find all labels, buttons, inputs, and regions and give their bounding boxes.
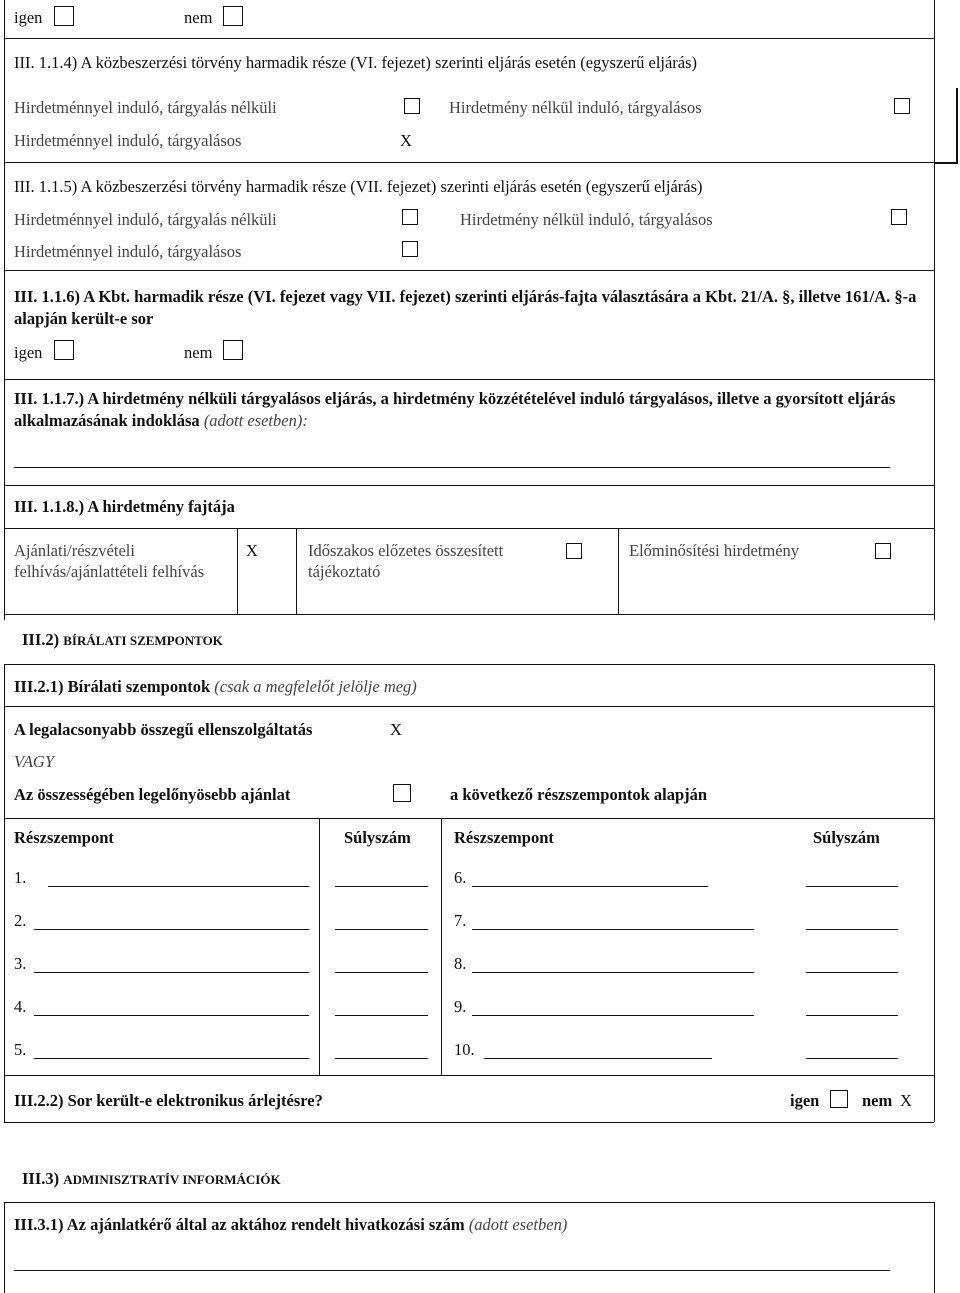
weight-input-line[interactable]: [806, 1058, 898, 1059]
frame-right-outer: [956, 88, 958, 162]
row-number: 3.: [14, 954, 27, 973]
table-divider: [441, 818, 442, 1075]
row-number: 10.: [454, 1040, 475, 1059]
frame-left: [4, 664, 5, 706]
divider: [4, 1122, 934, 1123]
frame-left: [4, 1075, 5, 1122]
divider: [4, 1202, 934, 1203]
column-header: Súlyszám: [344, 828, 411, 847]
frame-outer-bottom: [934, 162, 958, 164]
frame-left: [4, 818, 5, 1075]
justification-label: III. 1.1.7.) A hirdetmény nélküli tárgyalásos eljárás, a hirdetmény közzétételével induló tárgyalásos, illetve a gyorsított eljárás alkalmazásának indoklása: [14, 389, 896, 430]
divider: [4, 528, 934, 529]
nem-label: nem: [184, 343, 213, 362]
row-number: 4.: [14, 997, 27, 1016]
section-name: BÍRÁLATI SZEMPONTOK: [63, 633, 223, 648]
subcriterion-input-line[interactable]: [34, 929, 309, 930]
weight-input-line[interactable]: [335, 1015, 428, 1016]
row-number: 5.: [14, 1040, 27, 1059]
weight-input-line[interactable]: [806, 886, 898, 887]
reference-input-line[interactable]: [14, 1270, 890, 1271]
weight-input-line[interactable]: [806, 972, 898, 973]
weight-input-line[interactable]: [335, 972, 428, 973]
column-header: Részszempont: [454, 828, 554, 847]
table-divider: [296, 528, 297, 614]
option-label: Hirdetménnyel induló, tárgyalás nélküli: [14, 210, 277, 229]
section-heading: III. 1.1.8.) A hirdetmény fajtája: [14, 497, 235, 516]
selected-mark: X: [390, 720, 402, 739]
divider: [4, 664, 934, 665]
subsection-label: III.2.1) Bírálati szempontok: [14, 677, 211, 696]
option-checkbox[interactable]: [402, 241, 418, 257]
section-heading: III. 1.1.5) A közbeszerzési törvény harmadik része (VII. fejezet) szerinti eljárás esetén (egyszerű eljárás): [14, 177, 703, 196]
nem-checkbox[interactable]: [223, 6, 243, 26]
option-label: Hirdetménnyel induló, tárgyalás nélküli: [14, 98, 277, 117]
nem-label: nem: [184, 8, 213, 27]
weight-input-line[interactable]: [806, 1015, 898, 1016]
option-checkbox[interactable]: [891, 209, 907, 225]
subcriterion-input-line[interactable]: [472, 1015, 754, 1016]
row-number: 2.: [14, 911, 27, 930]
table-divider: [319, 818, 320, 1075]
nem-label: nem: [862, 1091, 893, 1110]
auction-question: III.2.2) Sor került-e elektronikus árlejtésre?: [14, 1091, 323, 1110]
subsection-title: [14, 677, 417, 697]
weight-input-line[interactable]: [806, 929, 898, 930]
weight-input-line[interactable]: [335, 929, 428, 930]
column-header: Részszempont: [14, 828, 114, 847]
table-divider: [237, 528, 238, 614]
frame-right: [934, 1202, 935, 1293]
row-number: 9.: [454, 997, 467, 1016]
divider: [4, 485, 934, 486]
justification-input-line[interactable]: [14, 467, 890, 468]
divider: [4, 1075, 934, 1076]
subcriterion-input-line[interactable]: [472, 929, 754, 930]
igen-label: igen: [14, 8, 43, 27]
divider: [4, 38, 934, 39]
section-heading: III. 1.1.4) A közbeszerzési törvény harmadik része (VI. fejezet) szerinti eljárás esetén (egyszerű eljárás): [14, 53, 698, 72]
divider: [4, 614, 934, 615]
subcriterion-input-line[interactable]: [34, 1015, 309, 1016]
igen-label: igen: [14, 343, 43, 362]
subsection-title: [14, 1215, 567, 1235]
notice-type-label: Időszakos előzetes összesített tájékoztató: [308, 541, 504, 581]
selected-mark: X: [900, 1091, 912, 1110]
frame-left: [4, 0, 5, 620]
divider: [4, 162, 934, 163]
frame-right: [934, 706, 935, 818]
subsection-note: (csak a megfelelőt jelölje meg): [214, 677, 417, 696]
frame-right: [934, 0, 935, 620]
selected-mark: X: [246, 541, 258, 560]
table-divider: [618, 528, 619, 614]
divider: [4, 270, 934, 271]
frame-left: [4, 706, 5, 818]
criterion-checkbox[interactable]: [393, 784, 411, 802]
row-number: 7.: [454, 911, 467, 930]
row-number: 1.: [14, 868, 27, 887]
selected-mark: X: [400, 131, 412, 150]
frame-right: [934, 664, 935, 706]
divider: [4, 818, 934, 819]
option-label: Hirdetménnyel induló, tárgyalásos: [14, 242, 242, 261]
igen-checkbox[interactable]: [54, 6, 74, 26]
subcriterion-input-line[interactable]: [472, 886, 708, 887]
criterion-suffix: a következő részszempontok alapján: [450, 785, 708, 804]
option-checkbox[interactable]: [404, 98, 420, 114]
subcriterion-input-line[interactable]: [34, 972, 309, 973]
section-title: [22, 630, 223, 650]
or-label: VAGY: [14, 752, 55, 771]
igen-checkbox[interactable]: [54, 340, 74, 360]
frame-right: [934, 1075, 935, 1122]
weight-input-line[interactable]: [335, 1058, 428, 1059]
section-heading: III. 1.1.6) A Kbt. harmadik része (VI. fejezet vagy VII. fejezet) szerinti eljárás-fajta választására a Kbt. 21/A. §, illetve 161/A. §-a alapján került-e sor: [14, 287, 917, 328]
igen-label: igen: [790, 1091, 820, 1110]
justification-text: [14, 388, 929, 432]
frame-left: [4, 1202, 5, 1293]
section-number: III.2): [22, 630, 60, 649]
justification-note: (adott esetben):: [203, 411, 308, 430]
frame-right: [934, 818, 935, 1075]
subsection-label: III.3.1) Az ajánlatkérő által az aktához rendelt hivatkozási szám: [14, 1215, 465, 1234]
row-number: 8.: [454, 954, 467, 973]
criterion-label: Az összességében legelőnyösebb ajánlat: [14, 785, 291, 804]
notice-type-checkbox[interactable]: [875, 543, 891, 559]
row-number: 6.: [454, 868, 467, 887]
weight-input-line[interactable]: [335, 886, 428, 887]
divider: [4, 706, 934, 707]
divider: [4, 379, 934, 380]
notice-type-label: Ajánlati/részvételi felhívás/ajánlattételi felhívás: [14, 541, 205, 581]
igen-checkbox[interactable]: [830, 1090, 848, 1108]
option-checkbox[interactable]: [402, 209, 418, 225]
option-label: Hirdetmény nélkül induló, tárgyalásos: [449, 98, 702, 117]
option-label: Hirdetménnyel induló, tárgyalásos: [14, 131, 242, 150]
section-name: ADMINISZTRATÍV INFORMÁCIÓK: [63, 1172, 281, 1187]
notice-type-checkbox[interactable]: [566, 543, 582, 559]
notice-type-label: Előminősítési hirdetmény: [629, 541, 800, 560]
subsection-note: (adott esetben): [468, 1215, 568, 1234]
criterion-label: A legalacsonyabb összegű ellenszolgáltatás: [14, 720, 313, 739]
subcriterion-input-line[interactable]: [484, 1058, 712, 1059]
option-label: Hirdetmény nélkül induló, tárgyalásos: [460, 210, 713, 229]
subcriterion-input-line[interactable]: [48, 886, 309, 887]
option-checkbox[interactable]: [894, 98, 910, 114]
subcriterion-input-line[interactable]: [34, 1058, 309, 1059]
section-title: [22, 1169, 281, 1189]
column-header: Súlyszám: [813, 828, 880, 847]
section-number: III.3): [22, 1169, 60, 1188]
subcriterion-input-line[interactable]: [472, 972, 754, 973]
nem-checkbox[interactable]: [223, 340, 243, 360]
